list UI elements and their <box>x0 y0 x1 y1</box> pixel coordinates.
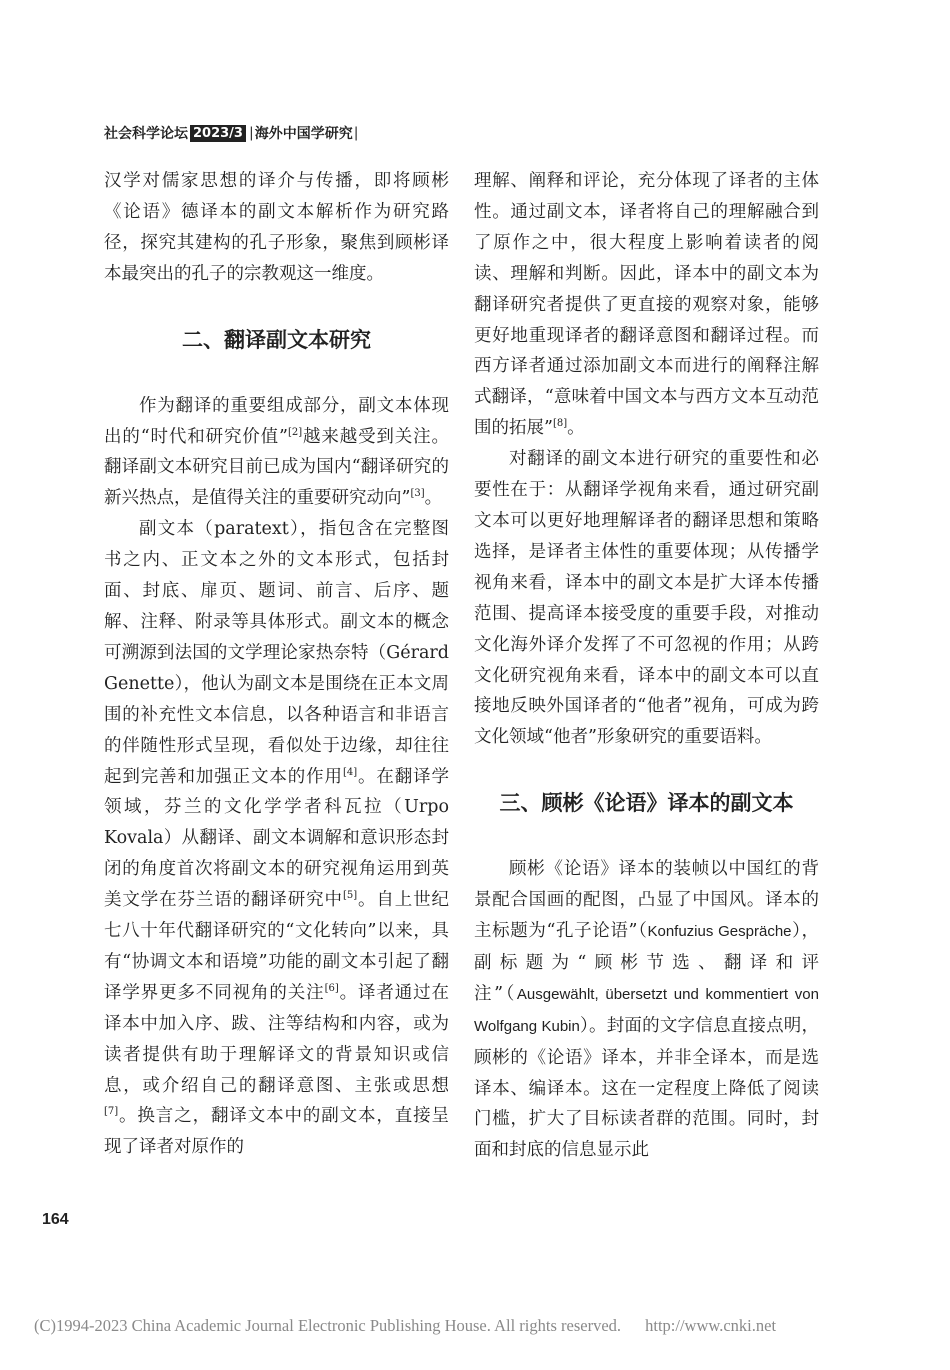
running-header <box>104 122 359 144</box>
citation-ref: [6] <box>324 983 339 995</box>
text-run: 作为翻译的重要组成部分，副文本体现出的“时代和研究价值” <box>104 395 449 447</box>
copyright-text: (C)1994-2023 China Academic Journal Electronic Publishing House. All rights reserved. <box>34 1316 622 1335</box>
text-run: 。译者通过在译本中加入序、跋、注等结构和内容，或为读者提供有助于理解译文的背景知识或信息，或介绍自己的翻译意图、主张或思想 <box>104 982 450 1096</box>
citation-ref: [2] <box>287 426 303 438</box>
paragraph: 汉学对儒家思想的译介与传播，即将顾彬《论语》德译本的副文本解析作为研究路径，探究其建构的孔子形象，聚焦到顾彬译本最突出的孔子的宗教观这一维度。 <box>104 171 449 284</box>
footer-url[interactable]: http://www.cnki.net <box>645 1316 777 1335</box>
copyright-footer <box>34 1316 924 1336</box>
text-run: 。在翻译学领域，芬兰的文化学学者科瓦拉（Urpo Kovala）从翻译、副文本调解和意识形态封闭的角度首次将副文本的研究视角运用到英美文学在芬兰语的翻译研究中 <box>104 766 450 911</box>
section-heading-2: 二、翻译副文本研究 <box>182 327 371 352</box>
text-run: 理解、阐释和评论，充分体现了译者的主体性。通过副文本，译者将自己的理解融合到了原作之中，很大程度上影响着读者的阅读、理解和判断。因此，译本中的副文本为翻译研究者提供了更直接的观察对象，能够更好地重现译者的翻译意图和翻译过程。而西方译者通过添加副文本而进行的阐释注解式翻译，“意味着中国文本与西方文本互动范围的拓展” <box>474 171 819 439</box>
journal-title: 社会科学论坛 <box>104 126 188 142</box>
text-run: 。自上世纪七八十年代翻译研究的“文化转向”以来，具有“协调文本和语境”功能的副文本引起了翻译学界更多不同视角的关注 <box>104 890 450 1003</box>
text-run: 顾彬《论语》译本的装帧以中国红的背景配合国画的配图，凸显了中国风。译本的主标题为“孔子论语”（ <box>474 859 819 942</box>
citation-ref: [5] <box>342 890 358 902</box>
paragraph: 对翻译的副文本进行研究的重要性和必要性在于：从翻译学视角来看，通过研究副文本可以更好地理解译者的翻译思想和策略选择，是译者主体性的重要体现；从传播学视角来看，译本中的副文本是扩大译本传播范围、提高译本接受度的重要手段，对推动文化海外译介发挥了不可忽视的作用；从跨文化研究视角来看，译本中的副文本可以直接地反映外国译者的“他者”视角，可成为跨文化领域“他者”形象研究的重要语料。 <box>474 449 819 748</box>
text-run: 越来越受到关注。翻译副文本研究目前已成为国内“翻译研究的新兴热点，是值得关注的重要研究动向” <box>104 426 449 509</box>
german-title: Konfuzius Gespräche <box>647 923 792 941</box>
text-run: 。 <box>567 418 585 439</box>
left-column <box>104 166 449 1163</box>
paragraph <box>104 514 449 1163</box>
right-column <box>474 166 819 1166</box>
paragraph <box>474 166 819 444</box>
text-run: ）。封面的文字信息直接点明，顾彬的《论语》译本，并非全译本，而是选译本、编译本。这在一定程度上降低了阅读门槛，扩大了目标读者群的范围。同时，封面和封底的信息显示此 <box>474 1015 819 1161</box>
text-run: 。 <box>424 488 443 509</box>
header-separator-end: | <box>353 125 359 141</box>
issue-badge: 2023/3 <box>190 125 246 142</box>
text-run: 副文本（paratext），指包含在完整图书之内、正文本之外的文本形式，包括封面、封底、扉页、题词、前言、后序、题解、注释、附录等具体形式。副文本的概念可溯源到法国的文学理论家热奈特（Gérard Genette），他认为副文本是围绕在正本文周围的补充性文本信息，以各种语言和非语言的伴随性形式呈现，看似处于边缘，却往往起到完善和加强正文本的作用 <box>104 519 449 787</box>
citation-ref: [8] <box>552 418 568 430</box>
text-run: ），副标题为“顾彬节选、翻译和评注”（ <box>474 921 820 1004</box>
section-heading-3: 三、顾彬《论语》译本的副文本 <box>499 791 794 816</box>
german-subtitle: Ausgewählt, übersetzt und kommentiert von Wolfgang Kubin <box>474 985 819 1035</box>
citation-ref: [3] <box>410 488 425 500</box>
column-title: 海外中国学研究 <box>254 126 353 142</box>
citation-ref: [7] <box>104 1106 119 1118</box>
citation-ref: [4] <box>342 766 358 778</box>
paragraph <box>104 391 449 515</box>
text-run: 。换言之，翻译文本中的副文本，直接呈现了译者对原作的 <box>104 1106 449 1158</box>
paragraph <box>474 854 819 1166</box>
page-number: 164 <box>42 1211 69 1228</box>
header-separator: | <box>248 125 254 141</box>
